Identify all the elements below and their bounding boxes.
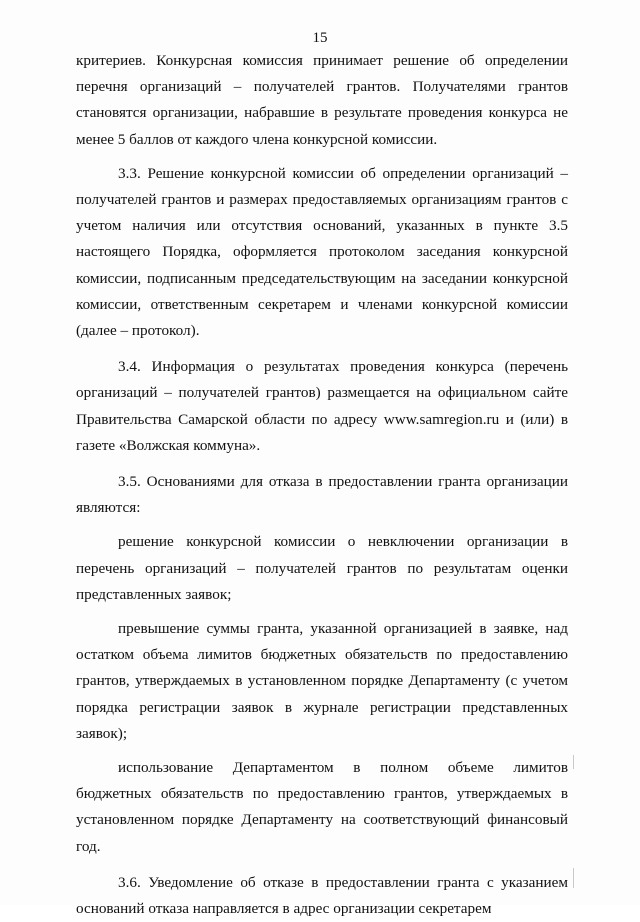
paragraph-3-6: 3.6. Уведомление об отказе в предоставлении гранта с указанием оснований отказа направляется в адрес организации секретарем	[76, 873, 568, 918]
list-item-grounds-3: использование Департаментом в полном объеме лимитов бюджетных обязательств по предоставлению грантов, утверждаемых в установленном порядке Департаменту на соответствующий финансовый год.	[76, 759, 568, 855]
page-number: 15	[312, 30, 328, 46]
list-item-grounds-1: решение конкурсной комиссии о невключении организации в перечень организаций – получателей грантов по результатам оценки представленных заявок;	[76, 533, 568, 603]
document-body	[76, 48, 568, 922]
paragraph-3-4: 3.4. Информация о результатах проведения конкурса (перечень организаций – получателей грантов) размещается на официальном сайте Правительства Самарской области по адресу www.samregion.ru и (или) в газете «Волжская коммуна».	[76, 358, 568, 454]
paragraph-criteria-continuation: критериев. Конкурсная комиссия принимает решение об определении перечня организаций – получателей грантов. Получателями грантов становятся организации, набравшие в результате проведения конкурса не менее 5 баллов от каждого члена конкурсной комиссии.	[76, 52, 568, 148]
scan-artifact	[573, 755, 574, 769]
paragraph-3-3: 3.3. Решение конкурсной комиссии об определении организаций – получателей грантов и размерах предоставляемых организациям грантов с учетом наличия или отсутствия оснований, указанных в пункте 3.5 настоящего Порядка, оформляется протоколом заседания конкурсной комиссии, подписанным председательствующим на заседании конкурсной комиссии, ответственным секретарем и членами конкурсной комиссии (далее – протокол).	[76, 164, 568, 340]
list-item-grounds-2: превышение суммы гранта, указанной организацией в заявке, над остатком объема лимитов бюджетных обязательств по предоставлению грантов, утверждаемых в установленном порядке Департаменту (с учетом порядка регистрации заявок в журнале регистрации представленных заявок);	[76, 620, 568, 742]
paragraph-3-5: 3.5. Основаниями для отказа в предоставлении гранта организации являются:	[76, 473, 568, 517]
scan-artifact	[573, 868, 574, 888]
